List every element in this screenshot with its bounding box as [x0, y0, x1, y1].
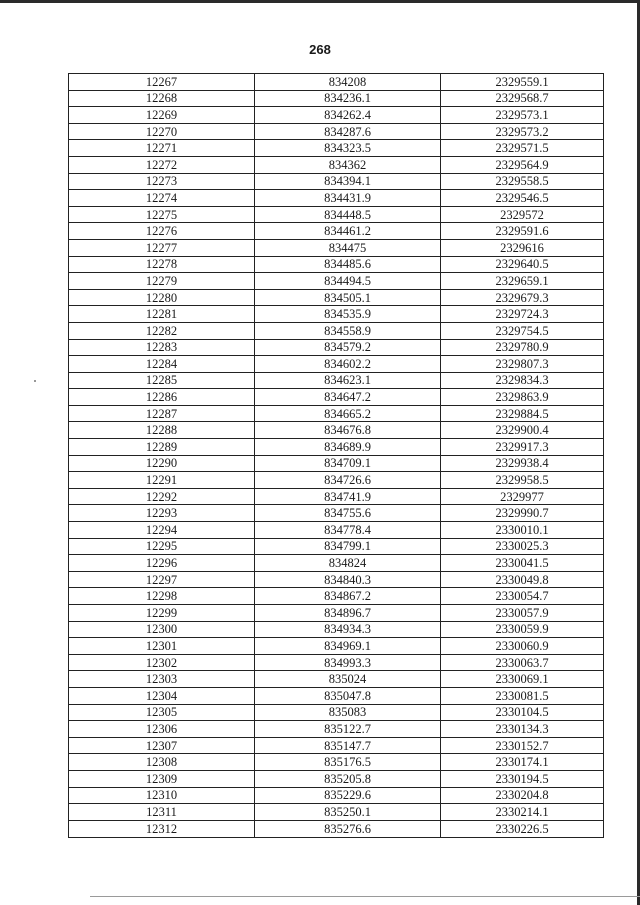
x-coordinate-cell: 834262.4 — [255, 107, 441, 124]
point-number-cell: 12274 — [69, 190, 255, 207]
point-number-cell: 12299 — [69, 605, 255, 622]
point-number-cell: 12304 — [69, 687, 255, 704]
y-coordinate-cell: 2329917.3 — [441, 439, 604, 456]
y-coordinate-cell: 2329724.3 — [441, 306, 604, 323]
y-coordinate-cell: 2330174.1 — [441, 754, 604, 771]
point-number-cell: 12301 — [69, 638, 255, 655]
x-coordinate-cell: 834969.1 — [255, 638, 441, 655]
table-row — [69, 322, 604, 339]
y-coordinate-cell: 2329990.7 — [441, 505, 604, 522]
point-number-cell: 12271 — [69, 140, 255, 157]
point-number-cell: 12273 — [69, 173, 255, 190]
table-row — [69, 206, 604, 223]
x-coordinate-cell: 834602.2 — [255, 356, 441, 373]
y-coordinate-cell: 2329564.9 — [441, 156, 604, 173]
point-number-cell: 12310 — [69, 787, 255, 804]
table-row — [69, 239, 604, 256]
table-row — [69, 737, 604, 754]
coordinates-table-body — [69, 74, 604, 838]
x-coordinate-cell: 834741.9 — [255, 488, 441, 505]
y-coordinate-cell: 2329900.4 — [441, 422, 604, 439]
point-number-cell: 12295 — [69, 538, 255, 555]
table-row — [69, 273, 604, 290]
y-coordinate-cell: 2330081.5 — [441, 687, 604, 704]
table-row — [69, 505, 604, 522]
table-row — [69, 605, 604, 622]
table-row — [69, 488, 604, 505]
point-number-cell: 12305 — [69, 704, 255, 721]
y-coordinate-cell: 2330054.7 — [441, 588, 604, 605]
y-coordinate-cell: 2329558.5 — [441, 173, 604, 190]
table-row — [69, 372, 604, 389]
point-number-cell: 12284 — [69, 356, 255, 373]
table-row — [69, 721, 604, 738]
page-number: 268 — [309, 42, 331, 57]
y-coordinate-cell: 2330214.1 — [441, 804, 604, 821]
x-coordinate-cell: 834475 — [255, 239, 441, 256]
y-coordinate-cell: 2330041.5 — [441, 555, 604, 572]
point-number-cell: 12289 — [69, 439, 255, 456]
table-row — [69, 190, 604, 207]
x-coordinate-cell: 834535.9 — [255, 306, 441, 323]
table-row — [69, 820, 604, 837]
table-row — [69, 704, 604, 721]
x-coordinate-cell: 834689.9 — [255, 439, 441, 456]
coordinates-table — [68, 73, 604, 838]
x-coordinate-cell: 834840.3 — [255, 571, 441, 588]
point-number-cell: 12287 — [69, 405, 255, 422]
table-row — [69, 173, 604, 190]
point-number-cell: 12279 — [69, 273, 255, 290]
table-row — [69, 123, 604, 140]
point-number-cell: 12311 — [69, 804, 255, 821]
point-number-cell: 12282 — [69, 322, 255, 339]
y-coordinate-cell: 2329571.5 — [441, 140, 604, 157]
y-coordinate-cell: 2330057.9 — [441, 605, 604, 622]
y-coordinate-cell: 2330194.5 — [441, 770, 604, 787]
x-coordinate-cell: 834824 — [255, 555, 441, 572]
point-number-cell: 12272 — [69, 156, 255, 173]
scan-speck — [34, 380, 36, 382]
y-coordinate-cell: 2330063.7 — [441, 654, 604, 671]
point-number-cell: 12307 — [69, 737, 255, 754]
x-coordinate-cell: 834461.2 — [255, 223, 441, 240]
page-edge-top — [0, 0, 640, 3]
table-row — [69, 804, 604, 821]
point-number-cell: 12288 — [69, 422, 255, 439]
point-number-cell: 12294 — [69, 522, 255, 539]
table-row — [69, 538, 604, 555]
y-coordinate-cell: 2329807.3 — [441, 356, 604, 373]
point-number-cell: 12303 — [69, 671, 255, 688]
point-number-cell: 12293 — [69, 505, 255, 522]
y-coordinate-cell: 2330134.3 — [441, 721, 604, 738]
table-row — [69, 90, 604, 107]
table-row — [69, 472, 604, 489]
table-row — [69, 555, 604, 572]
point-number-cell: 12291 — [69, 472, 255, 489]
point-number-cell: 12306 — [69, 721, 255, 738]
y-coordinate-cell: 2329780.9 — [441, 339, 604, 356]
y-coordinate-cell: 2330152.7 — [441, 737, 604, 754]
y-coordinate-cell: 2329546.5 — [441, 190, 604, 207]
table-row — [69, 621, 604, 638]
x-coordinate-cell: 835047.8 — [255, 687, 441, 704]
table-row — [69, 439, 604, 456]
y-coordinate-cell: 2329568.7 — [441, 90, 604, 107]
table-row — [69, 654, 604, 671]
y-coordinate-cell: 2329754.5 — [441, 322, 604, 339]
y-coordinate-cell: 2329640.5 — [441, 256, 604, 273]
point-number-cell: 12281 — [69, 306, 255, 323]
table-row — [69, 306, 604, 323]
y-coordinate-cell: 2329573.2 — [441, 123, 604, 140]
table-row — [69, 389, 604, 406]
x-coordinate-cell: 834208 — [255, 74, 441, 91]
x-coordinate-cell: 834778.4 — [255, 522, 441, 539]
y-coordinate-cell: 2330104.5 — [441, 704, 604, 721]
y-coordinate-cell: 2330010.1 — [441, 522, 604, 539]
table-row — [69, 522, 604, 539]
x-coordinate-cell: 834287.6 — [255, 123, 441, 140]
x-coordinate-cell: 834896.7 — [255, 605, 441, 622]
y-coordinate-cell: 2329616 — [441, 239, 604, 256]
y-coordinate-cell: 2330226.5 — [441, 820, 604, 837]
point-number-cell: 12308 — [69, 754, 255, 771]
table-row — [69, 787, 604, 804]
point-number-cell: 12283 — [69, 339, 255, 356]
x-coordinate-cell: 834799.1 — [255, 538, 441, 555]
x-coordinate-cell: 835024 — [255, 671, 441, 688]
y-coordinate-cell: 2329938.4 — [441, 455, 604, 472]
page-edge-bottom — [90, 896, 640, 897]
point-number-cell: 12290 — [69, 455, 255, 472]
table-row — [69, 687, 604, 704]
x-coordinate-cell: 834579.2 — [255, 339, 441, 356]
x-coordinate-cell: 835147.7 — [255, 737, 441, 754]
x-coordinate-cell: 834485.6 — [255, 256, 441, 273]
point-number-cell: 12286 — [69, 389, 255, 406]
table-row — [69, 107, 604, 124]
y-coordinate-cell: 2329863.9 — [441, 389, 604, 406]
point-number-cell: 12300 — [69, 621, 255, 638]
x-coordinate-cell: 834362 — [255, 156, 441, 173]
table-row — [69, 223, 604, 240]
x-coordinate-cell: 835229.6 — [255, 787, 441, 804]
point-number-cell: 12276 — [69, 223, 255, 240]
table-row — [69, 156, 604, 173]
x-coordinate-cell: 834755.6 — [255, 505, 441, 522]
x-coordinate-cell: 834676.8 — [255, 422, 441, 439]
table-row — [69, 256, 604, 273]
x-coordinate-cell: 834647.2 — [255, 389, 441, 406]
point-number-cell: 12292 — [69, 488, 255, 505]
x-coordinate-cell: 834623.1 — [255, 372, 441, 389]
table-row — [69, 770, 604, 787]
x-coordinate-cell: 834448.5 — [255, 206, 441, 223]
y-coordinate-cell: 2330049.8 — [441, 571, 604, 588]
point-number-cell: 12280 — [69, 289, 255, 306]
point-number-cell: 12277 — [69, 239, 255, 256]
y-coordinate-cell: 2330060.9 — [441, 638, 604, 655]
y-coordinate-cell: 2329591.6 — [441, 223, 604, 240]
x-coordinate-cell: 835205.8 — [255, 770, 441, 787]
y-coordinate-cell: 2329977 — [441, 488, 604, 505]
point-number-cell: 12267 — [69, 74, 255, 91]
x-coordinate-cell: 834494.5 — [255, 273, 441, 290]
y-coordinate-cell: 2330069.1 — [441, 671, 604, 688]
x-coordinate-cell: 834867.2 — [255, 588, 441, 605]
table-row — [69, 588, 604, 605]
table-row — [69, 571, 604, 588]
y-coordinate-cell: 2329834.3 — [441, 372, 604, 389]
x-coordinate-cell: 834394.1 — [255, 173, 441, 190]
y-coordinate-cell: 2329573.1 — [441, 107, 604, 124]
table-row — [69, 754, 604, 771]
point-number-cell: 12312 — [69, 820, 255, 837]
y-coordinate-cell: 2330204.8 — [441, 787, 604, 804]
point-number-cell: 12309 — [69, 770, 255, 787]
table-row — [69, 638, 604, 655]
y-coordinate-cell: 2329572 — [441, 206, 604, 223]
x-coordinate-cell: 835083 — [255, 704, 441, 721]
point-number-cell: 12285 — [69, 372, 255, 389]
x-coordinate-cell: 834505.1 — [255, 289, 441, 306]
point-number-cell: 12298 — [69, 588, 255, 605]
point-number-cell: 12268 — [69, 90, 255, 107]
x-coordinate-cell: 834236.1 — [255, 90, 441, 107]
x-coordinate-cell: 834993.3 — [255, 654, 441, 671]
table-row — [69, 405, 604, 422]
y-coordinate-cell: 2330025.3 — [441, 538, 604, 555]
point-number-cell: 12297 — [69, 571, 255, 588]
x-coordinate-cell: 834709.1 — [255, 455, 441, 472]
x-coordinate-cell: 835250.1 — [255, 804, 441, 821]
point-number-cell: 12296 — [69, 555, 255, 572]
x-coordinate-cell: 835276.6 — [255, 820, 441, 837]
point-number-cell: 12269 — [69, 107, 255, 124]
y-coordinate-cell: 2329659.1 — [441, 273, 604, 290]
x-coordinate-cell: 834558.9 — [255, 322, 441, 339]
point-number-cell: 12270 — [69, 123, 255, 140]
table-row — [69, 356, 604, 373]
x-coordinate-cell: 834934.3 — [255, 621, 441, 638]
y-coordinate-cell: 2329679.3 — [441, 289, 604, 306]
table-row — [69, 289, 604, 306]
point-number-cell: 12275 — [69, 206, 255, 223]
x-coordinate-cell: 834431.9 — [255, 190, 441, 207]
x-coordinate-cell: 834665.2 — [255, 405, 441, 422]
x-coordinate-cell: 834323.5 — [255, 140, 441, 157]
point-number-cell: 12302 — [69, 654, 255, 671]
table-row — [69, 671, 604, 688]
table-row — [69, 455, 604, 472]
table-row — [69, 422, 604, 439]
x-coordinate-cell: 835122.7 — [255, 721, 441, 738]
y-coordinate-cell: 2329884.5 — [441, 405, 604, 422]
x-coordinate-cell: 834726.6 — [255, 472, 441, 489]
x-coordinate-cell: 835176.5 — [255, 754, 441, 771]
table-row — [69, 140, 604, 157]
y-coordinate-cell: 2329958.5 — [441, 472, 604, 489]
table-row — [69, 74, 604, 91]
y-coordinate-cell: 2329559.1 — [441, 74, 604, 91]
table-row — [69, 339, 604, 356]
point-number-cell: 12278 — [69, 256, 255, 273]
y-coordinate-cell: 2330059.9 — [441, 621, 604, 638]
